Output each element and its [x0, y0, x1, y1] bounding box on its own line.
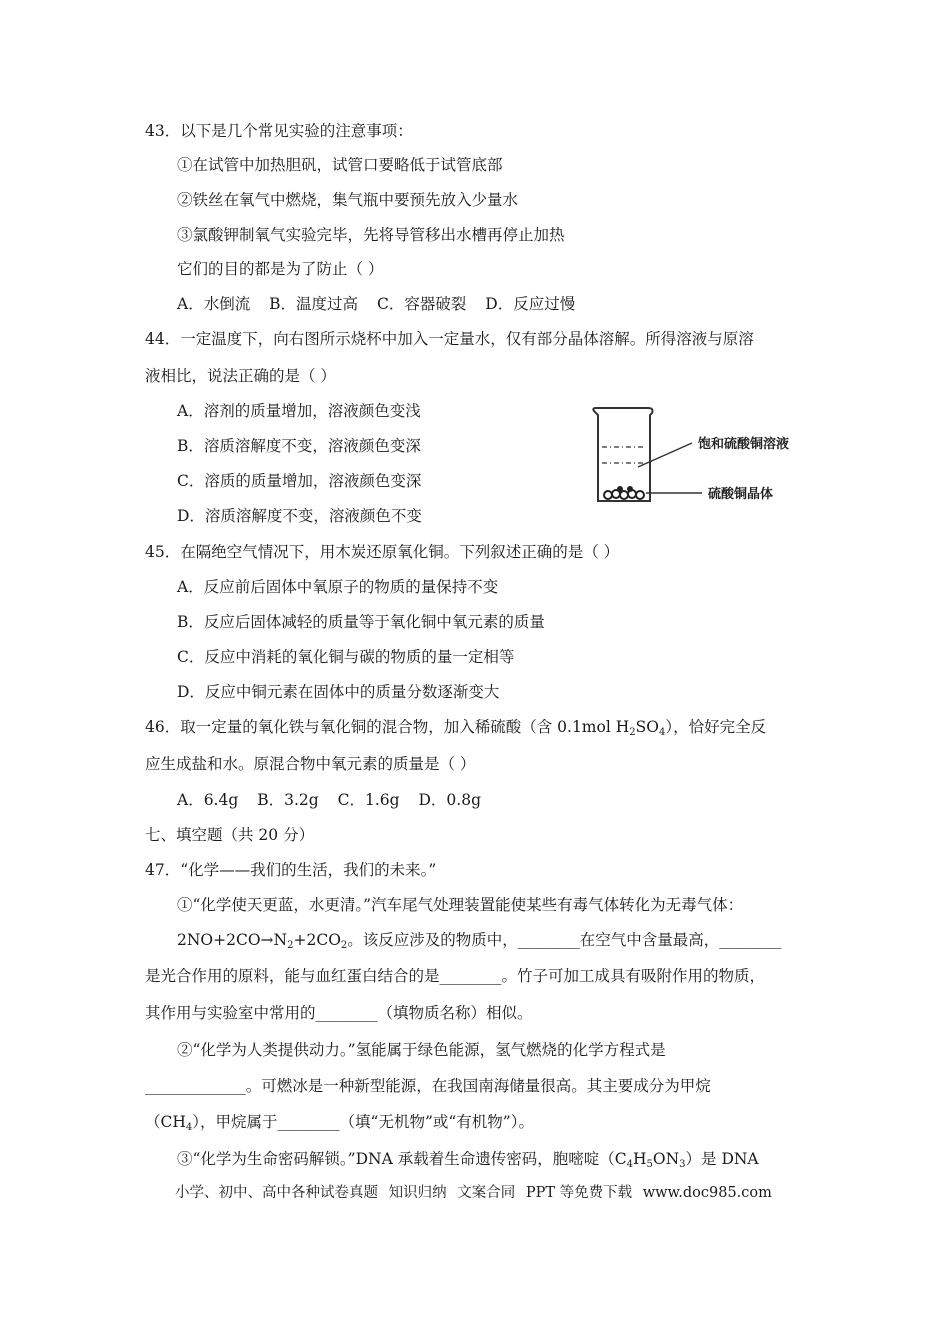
q43-option-b: B．温度过高 — [269, 295, 359, 313]
q47-p3-sub-2: 5 — [646, 1159, 653, 1170]
q46-option-b: B．3.2g — [257, 791, 319, 809]
q44-option-a: A．溶剂的质量增加，溶液颜色变浅 — [177, 402, 421, 420]
footer-part-3: 文案合同 — [457, 1185, 516, 1201]
page-footer — [175, 1181, 778, 1202]
q45-option-a: A．反应前后固体中氧原子的物质的量保持不变 — [177, 578, 499, 596]
q47-eq-a: 2NO+2CO→N — [177, 931, 288, 949]
q47-p1-line3: 是光合作用的原料，能与血红蛋白结合的是________。竹子可加工成具有吸附作用的物质， — [145, 967, 766, 985]
q46-option-d: D．0.8g — [418, 791, 481, 809]
footer-part-1: 小学、初中、高中各种试卷真题 — [175, 1185, 378, 1201]
q47-p3-sub-1: 4 — [626, 1159, 633, 1170]
q43-option-c: C．容器破裂 — [376, 295, 467, 313]
q44-stem-line1: 44．一定温度下，向右图所示烧杯中加入一定量水，仅有部分晶体溶解。所得溶液与原溶 — [145, 330, 754, 348]
q46-stem-line2: 应生成盐和水。原混合物中氧元素的质量是（ ） — [145, 755, 476, 773]
q44-option-b: B．溶质溶解度不变，溶液颜色变深 — [177, 437, 421, 455]
footer-part-2: 知识归纳 — [388, 1185, 447, 1201]
q47-p3-c: ON — [652, 1150, 680, 1168]
beaker-illustration — [590, 405, 820, 510]
beaker-figure — [590, 405, 820, 510]
section-heading: 七、填空题（共 20 分） — [145, 826, 315, 844]
q47-p2-b: ），甲烷属于________（填“无机物”或“有机物”）。 — [192, 1113, 534, 1131]
q47-p2-line1: ②“化学为人类提供动力。”氢能属于绿色能源，氢气燃烧的化学方程式是 — [177, 1041, 666, 1059]
q45-stem: 45．在隔绝空气情况下，用木炭还原氧化铜。下列叙述正确的是（ ） — [145, 543, 620, 561]
q47-p3-line1 — [177, 1149, 759, 1169]
q47-eq-b: +2CO — [293, 931, 341, 949]
q47-p3-sub-3: 3 — [679, 1159, 686, 1170]
q43-item-3: ③氯酸钾制氧气实验完毕，先将导管移出水槽再停止加热 — [177, 226, 565, 244]
q47-p2-sub: 4 — [185, 1122, 193, 1133]
q43-item-2: ②铁丝在氧气中燃烧，集气瓶中要预先放入少量水 — [177, 191, 519, 209]
q44-stem-line2: 液相比，说法正确的是（ ） — [145, 367, 336, 385]
q47-p2-line3 — [145, 1112, 534, 1132]
q47-p3-a: ③“化学为生命密码解锁。”DNA 承载着生命遗传密码，胞嘧啶（C — [177, 1150, 627, 1168]
q45-option-d: D．反应中铜元素在固体中的质量分数逐渐变大 — [177, 683, 500, 701]
q45-option-c: C．反应中消耗的氧化铜与碳的物质的量一定相等 — [177, 648, 515, 666]
q46-sub-1: 2 — [629, 727, 636, 738]
q43-option-a: A．水倒流 — [177, 295, 251, 313]
q47-eq-sub-1: 2 — [287, 940, 294, 951]
q46-sub-2: 4 — [658, 727, 666, 738]
q46-stem-b: SO — [635, 718, 659, 736]
q47-p1-line1: ①“化学使天更蓝，水更清。”汽车尾气处理装置能使某些有毒气体转化为无毒气体： — [177, 896, 744, 914]
q47-stem: 47．“化学——我们的生活，我们的未来。” — [145, 861, 437, 879]
label-crystal: 硫酸铜晶体 — [708, 487, 774, 502]
label-saturated-solution: 饱和硫酸铜溶液 — [698, 437, 790, 452]
q47-p1-line2 — [177, 930, 781, 950]
q47-p2-line2: _____________。可燃冰是一种新型能源，在我国南海储量很高。其主要成分为甲烷 — [145, 1077, 711, 1095]
q43-prompt: 它们的目的都是为了防止（ ） — [177, 260, 384, 278]
q47-p3-b: H — [632, 1150, 647, 1168]
q46-options — [177, 790, 495, 810]
q44-option-c: C．溶质的质量增加，溶液颜色变深 — [177, 472, 422, 490]
q46-stem-c: ），恰好完全反 — [665, 718, 767, 736]
q43-stem: 43．以下是几个常见实验的注意事项： — [145, 122, 413, 140]
q47-eq-c: 。该反应涉及的物质中，________在空气中含量最高，________ — [347, 931, 782, 949]
footer-part-4: PPT 等免费下载 — [525, 1185, 633, 1201]
q47-p3-d: ）是 DNA — [685, 1150, 759, 1168]
q44-option-d: D．溶质溶解度不变，溶液颜色不变 — [177, 507, 422, 525]
q46-stem-a: 46．取一定量的氧化铁与氧化铜的混合物，加入稀硫酸（含 0.1mol H — [145, 718, 630, 736]
q46-option-a: A．6.4g — [177, 791, 239, 809]
q47-p1-line4: 其作用与实验室中常用的________（填物质名称）相似。 — [145, 1004, 533, 1022]
q46-option-c: C．1.6g — [337, 791, 400, 809]
q46-stem-line1 — [145, 717, 766, 737]
q43-options — [177, 294, 589, 314]
footer-link[interactable]: www.doc985.com — [642, 1185, 772, 1201]
q45-option-b: B．反应后固体减轻的质量等于氧化铜中氧元素的质量 — [177, 613, 545, 631]
q47-eq-sub-2: 2 — [340, 940, 348, 951]
q43-option-d: D．反应过慢 — [485, 295, 576, 313]
q47-p2-a: （CH — [145, 1113, 186, 1131]
q43-item-1: ①在试管中加热胆矾，试管口要略低于试管底部 — [177, 156, 503, 174]
